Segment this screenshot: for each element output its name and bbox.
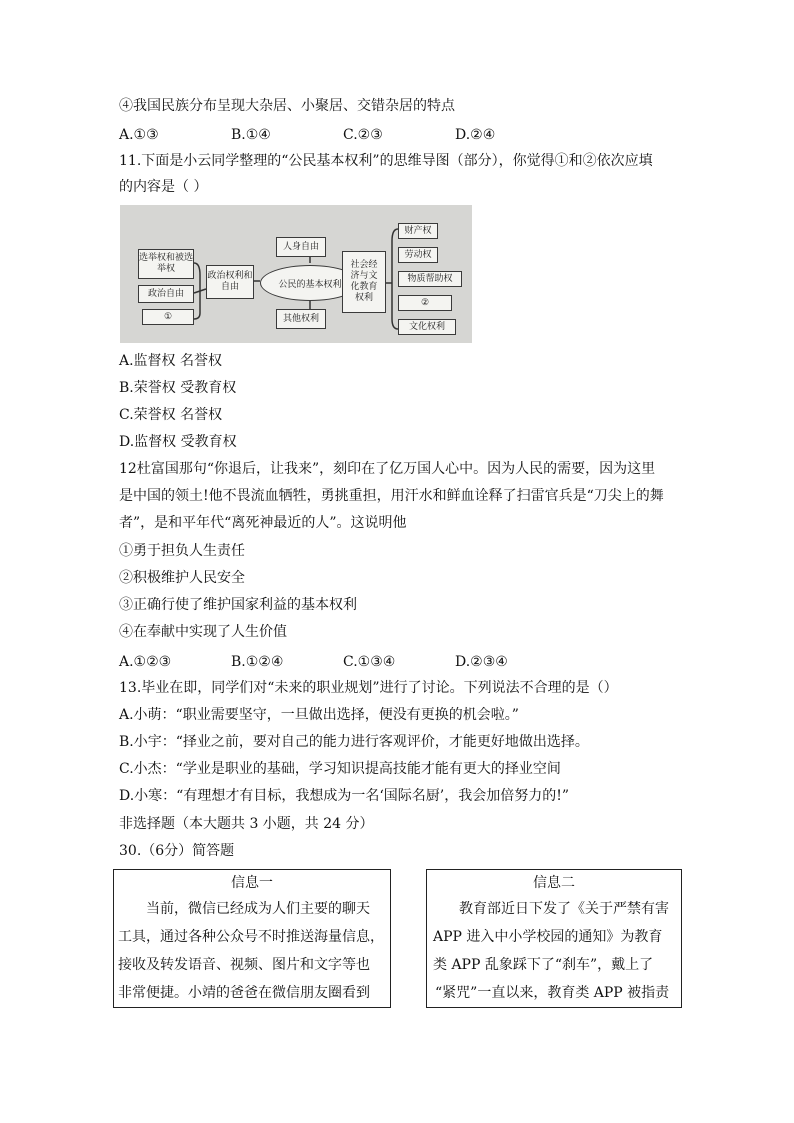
q12-stem-line3: 者”，是和平年代“离死神最近的人”。这说明他 [119,515,407,531]
node-labor-right: 劳动权 [398,247,438,263]
q10-choice-c[interactable]: C.②③ [343,127,383,143]
q11-choice-b[interactable]: B.荣誉权 受教育权 [119,380,237,396]
info-box-1-line-2: 工具，通过各种公众号不时推送海量信息， [118,929,384,945]
q12-stem-line2: 是中国的领土!他不畏流血牺牲，勇挑重担，用汗水和鲜血诠释了扫雷官兵是“刀尖上的舞 [119,488,664,504]
info-box-2-line-1: 教育部近日下发了《关于严禁有害 [459,901,669,917]
node-blank-2: ② [398,295,452,311]
info-box-1-title: 信息一 [231,875,273,891]
node-cultural-rights: 文化权利 [398,319,456,335]
node-property-right: 财产权 [398,223,438,239]
q12-stem-line1: 12杜富国那句“你退后，让我来”，刻印在了亿万国人心中。因为人民的需要，因为这里 [119,461,656,477]
q11-stem-line1: 11.下面是小云同学整理的“公民基本权利”的思维导图（部分），你觉得①和②依次应填 [119,153,653,169]
q11-choice-d[interactable]: D.监督权 受教育权 [119,434,237,450]
q12-statement-3: ③正确行使了维护国家利益的基本权利 [119,597,357,613]
node-basic-rights-center: 公民的基本权利 [260,265,360,301]
q13-choice-d[interactable]: D.小寒：“有理想才有目标，我想成为一名‘国际名厨’，我会加倍努力的!” [119,788,570,804]
section-heading: 非选择题（本大题共 3 小题，共 24 分） [119,816,374,832]
info-box-1-line-4: 非常便捷。小靖的爸爸在微信朋友圈看到 [118,985,370,1001]
q11-stem-line2: 的内容是（ ） [119,179,208,195]
q10-option4: ④我国民族分布呈现大杂居、小聚居、交错杂居的特点 [119,98,455,114]
q10-choice-b[interactable]: B.①④ [231,127,271,143]
info-box-2-line-3: 类 APP 乱象踩下了“刹车”，戴上了 [433,957,654,973]
mind-map-diagram [120,205,472,343]
q11-choice-a[interactable]: A.监督权 名誉权 [119,353,223,369]
info-box-2-title: 信息二 [533,875,575,891]
q12-choice-d[interactable]: D.②③④ [455,654,508,670]
info-box-1 [113,869,391,1008]
node-election-rights: 选举权和被选举权 [138,249,194,279]
q12-choice-c[interactable]: C.①③④ [343,654,396,670]
info-box-2-line-2: APP 进入中小学校园的通知》为教育 [433,929,663,945]
q11-choice-c[interactable]: C.荣誉权 名誉权 [119,407,223,423]
node-political-freedom: 政治自由 [138,285,194,303]
node-other-rights: 其他权利 [276,309,326,329]
q13-choice-c[interactable]: C.小杰：“学业是职业的基础，学习知识提高技能才能有更大的择业空间 [119,761,561,777]
info-box-1-line-3: 接收及转发语音、视频、图片和文字等也 [118,957,370,973]
q12-statement-4: ④在奉献中实现了人生价值 [119,624,287,640]
q12-choice-b[interactable]: B.①②④ [231,654,284,670]
node-blank-1: ① [142,309,194,325]
q13-stem: 13.毕业在即，同学们对“未来的职业规划”进行了讨论。下列说法不合理的是（） [119,680,618,696]
q10-choice-d[interactable]: D.②④ [455,127,496,143]
q12-choice-a[interactable]: A.①②③ [119,654,172,670]
q30-stem: 30.（6分）简答题 [119,843,235,859]
node-political-rights-group: 政治权利和自由 [206,265,254,299]
info-box-2-line-4: “紧咒”一直以来，教育类 APP 被指责 [435,985,670,1001]
node-personal-freedom: 人身自由 [276,237,326,257]
q12-statement-2: ②积极维护人民安全 [119,570,245,586]
q13-choice-b[interactable]: B.小宇：“择业之前，要对自己的能力进行客观评价，才能更好地做出选择。 [119,734,589,750]
node-socio-economic-group: 社会经济与文化教育权利 [342,251,386,313]
node-material-aid-right: 物质帮助权 [398,271,462,287]
info-box-2 [426,869,682,1008]
q10-choice-a[interactable]: A.①③ [119,127,159,143]
info-box-1-line-1: 当前，微信已经成为人们主要的聊天 [146,901,370,917]
q12-statement-1: ①勇于担负人生责任 [119,543,245,559]
q13-choice-a[interactable]: A.小萌：“职业需要坚守，一旦做出选择，便没有更换的机会啦。” [119,707,519,723]
